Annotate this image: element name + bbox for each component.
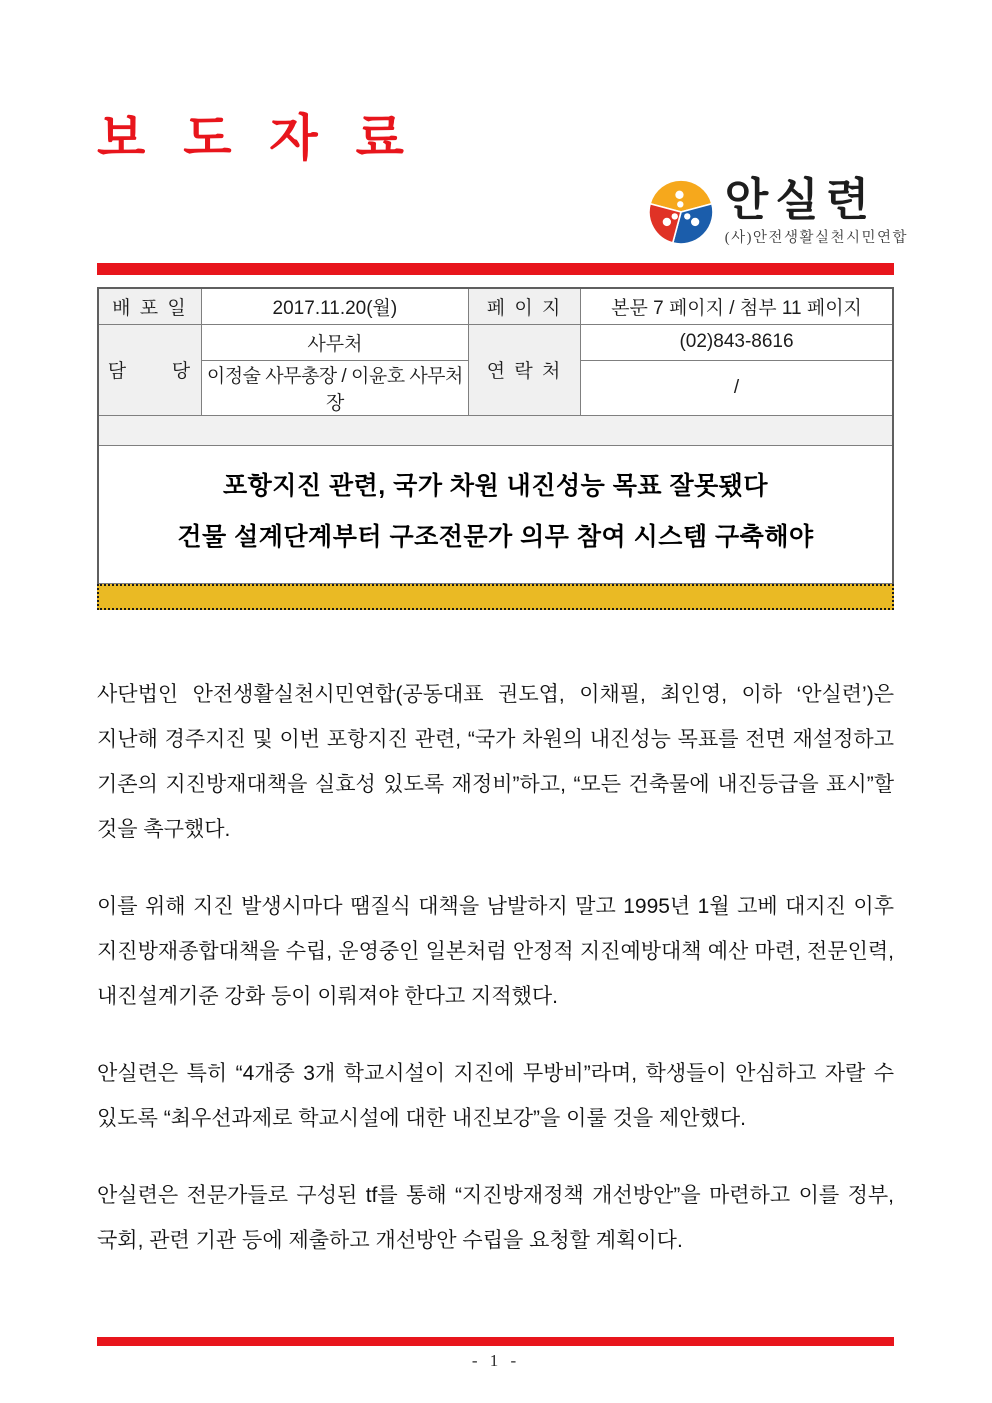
pages-label: 페 이 지 (468, 288, 580, 324)
page-number: - 1 - (471, 1351, 521, 1370)
doc-type-title: 보 도 자 료 (97, 110, 416, 166)
top-red-divider (97, 263, 894, 275)
org-full-name: (사)안전생활실천시민연합 (724, 229, 908, 246)
press-body (97, 672, 894, 1263)
phone-value: (02)843-8616 (581, 324, 893, 360)
body-paragraph-2: 이를 위해 지진 발생시마다 땜질식 대책을 남발하지 말고 1995년 1월 고베 대지진 이후 지진방재종합대책을 수립, 운영중인 일본처럼 안정적 지진예방대책 예산 마련, 전문인력, 내진설계기준 강화 등이 이뤄져야 한다고 지적했다. (97, 894, 894, 1008)
org-logo-text (724, 174, 908, 247)
contact-label: 연 락 처 (468, 324, 580, 415)
spacer-row (98, 415, 893, 445)
org-logo-icon (649, 180, 713, 244)
spacer-cell (98, 415, 893, 445)
phone-secondary-value: / (581, 360, 893, 415)
body-paragraph-1: 사단법인 안전생활실천시민연합(공동대표 권도엽, 이채필, 최인영, 이하 ‘안실련’)은 지난해 경주지진 및 이번 포항지진 관련, “국가 차원의 내진성능 목표를 전면 재설정하고 기존의 지진방재대책을 실효성 있도록 재정비”하고, “모든 건축물에 내진등급을 표시”할 것을 촉구했다. (97, 682, 894, 841)
press-info-table (97, 287, 894, 584)
bottom-red-divider (97, 1337, 894, 1346)
department-value: 사무처 (201, 324, 468, 360)
headline-line-1: 포항지진 관련, 국가 차원 내진성능 목표 잘못됐다 (222, 471, 769, 500)
body-paragraph-4: 안실련은 전문가들로 구성된 tf를 통해 “지진방재정책 개선방안”을 마련하고 이를 정부, 국회, 관련 기관 등에 제출하고 개선방안 수립을 요청할 계획이다. (97, 1183, 894, 1252)
release-date-label: 배 포 일 (98, 288, 201, 324)
staff-value: 이정술 사무총장 / 이윤호 사무처장 (201, 360, 468, 415)
body-paragraph-3: 안실련은 특히 “4개중 3개 학교시설이 지진에 무방비”라며, 학생들이 안심하고 자랄 수 있도록 “최우선과제로 학교시설에 대한 내진보강”을 이룰 것을 제안했다. (97, 1061, 894, 1130)
headline-row (98, 445, 893, 583)
headline-cell (98, 445, 893, 583)
department-label: 담 당 (98, 324, 201, 415)
table-row (98, 288, 893, 324)
headline-line-2: 건물 설계단계부터 구조전문가 의무 참여 시스템 구축해야 (177, 522, 814, 551)
org-short-name: 안실련 (724, 174, 877, 225)
org-logo-block (97, 172, 908, 252)
pages-value: 본문 7 페이지 / 첨부 11 페이지 (581, 288, 893, 324)
yellow-highlight-bar (97, 584, 894, 610)
table-row (98, 324, 893, 360)
release-date-value: 2017.11.20(월) (201, 288, 468, 324)
